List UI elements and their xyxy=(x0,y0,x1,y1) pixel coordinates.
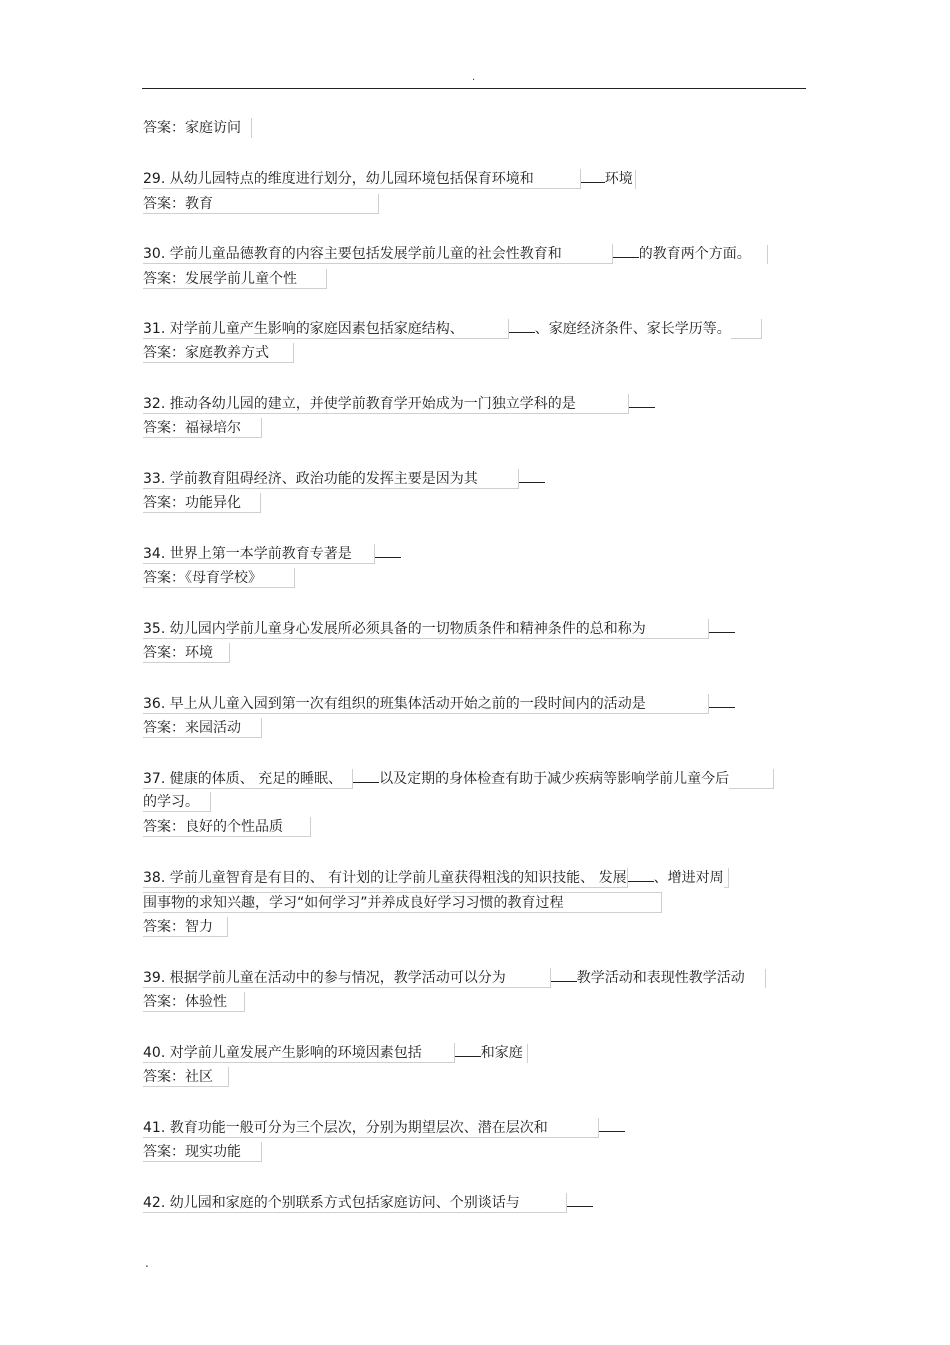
answer-31: 答案：家庭教养方式 xyxy=(143,343,294,363)
answer-32: 答案：福禄培尔 xyxy=(143,418,262,438)
answer-29: 答案：教育 xyxy=(143,194,379,214)
answer-38: 答案：智力 xyxy=(143,917,228,937)
question-31: 31. 对学前儿童产生影响的家庭因素包括家庭结构、 、家庭经济条件、家长学历等。 xyxy=(143,318,762,338)
answer-37: 答案：良好的个性品质 xyxy=(143,817,311,837)
question-29: 29. 从幼儿园特点的维度进行划分，幼儿园环境包括保育环境和 环境 xyxy=(143,168,636,188)
question-38-cont: 围事物的求知兴趣，学习“如何学习”并养成良好学习习惯的教育过程 xyxy=(143,892,662,912)
header-rule xyxy=(142,88,806,89)
question-30: 30. 学前儿童品德教育的内容主要包括发展学前儿童的社会性教育和 的教育两个方面。 xyxy=(143,243,768,263)
answer-39: 答案：体验性 xyxy=(143,992,245,1012)
question-36: 36. 早上从儿童入园到第一次有组织的班集体活动开始之前的一段时间内的活动是 xyxy=(143,693,735,713)
answer-34: 答案：《母育学校》 xyxy=(143,568,295,588)
answer-41: 答案：现实功能 xyxy=(143,1142,262,1162)
answer-33: 答案：功能异化 xyxy=(143,493,261,513)
question-33: 33. 学前教育阻碍经济、政治功能的发挥主要是因为其 xyxy=(143,468,545,488)
answer-35: 答案：环境 xyxy=(143,643,230,663)
question-40: 40. 对学前儿童发展产生影响的环境因素包括 和家庭 xyxy=(143,1042,528,1062)
question-41: 41. 教育功能一般可分为三个层次，分别为期望层次、潜在层次和 xyxy=(143,1117,625,1137)
answer-40: 答案：社区 xyxy=(143,1067,229,1087)
question-35: 35. 幼儿园内学前儿童身心发展所必须具备的一切物质条件和精神条件的总和称为 xyxy=(143,618,735,638)
question-42: 42. 幼儿园和家庭的个别联系方式包括家庭访问、个别谈话与 xyxy=(143,1192,593,1212)
question-37-cont: 的学习。 xyxy=(143,792,211,812)
question-32: 32. 推动各幼儿园的建立，并使学前教育学开始成为一门独立学科的是 xyxy=(143,393,655,413)
header-dot: . xyxy=(472,72,476,83)
question-38: 38. 学前儿童智育是有目的、 有计划的让学前儿童获得粗浅的知识技能、 发展 、增进对周 xyxy=(143,867,729,887)
answer-36: 答案：来园活动 xyxy=(143,718,262,738)
question-39: 39. 根据学前儿童在活动中的参与情况，教学活动可以分为 教学活动和表现性教学活动 xyxy=(143,967,766,987)
question-34: 34. 世界上第一本学前教育专著是 xyxy=(143,543,401,563)
answer-28: 答案：家庭访问 xyxy=(143,118,252,138)
answer-30: 答案：发展学前儿童个性 xyxy=(143,269,327,289)
question-37: 37. 健康的体质、 充足的睡眠、 以及定期的身体检查有助于减少疾病等影响学前儿童今后 xyxy=(143,768,774,788)
footer-dot: . xyxy=(145,1256,149,1270)
